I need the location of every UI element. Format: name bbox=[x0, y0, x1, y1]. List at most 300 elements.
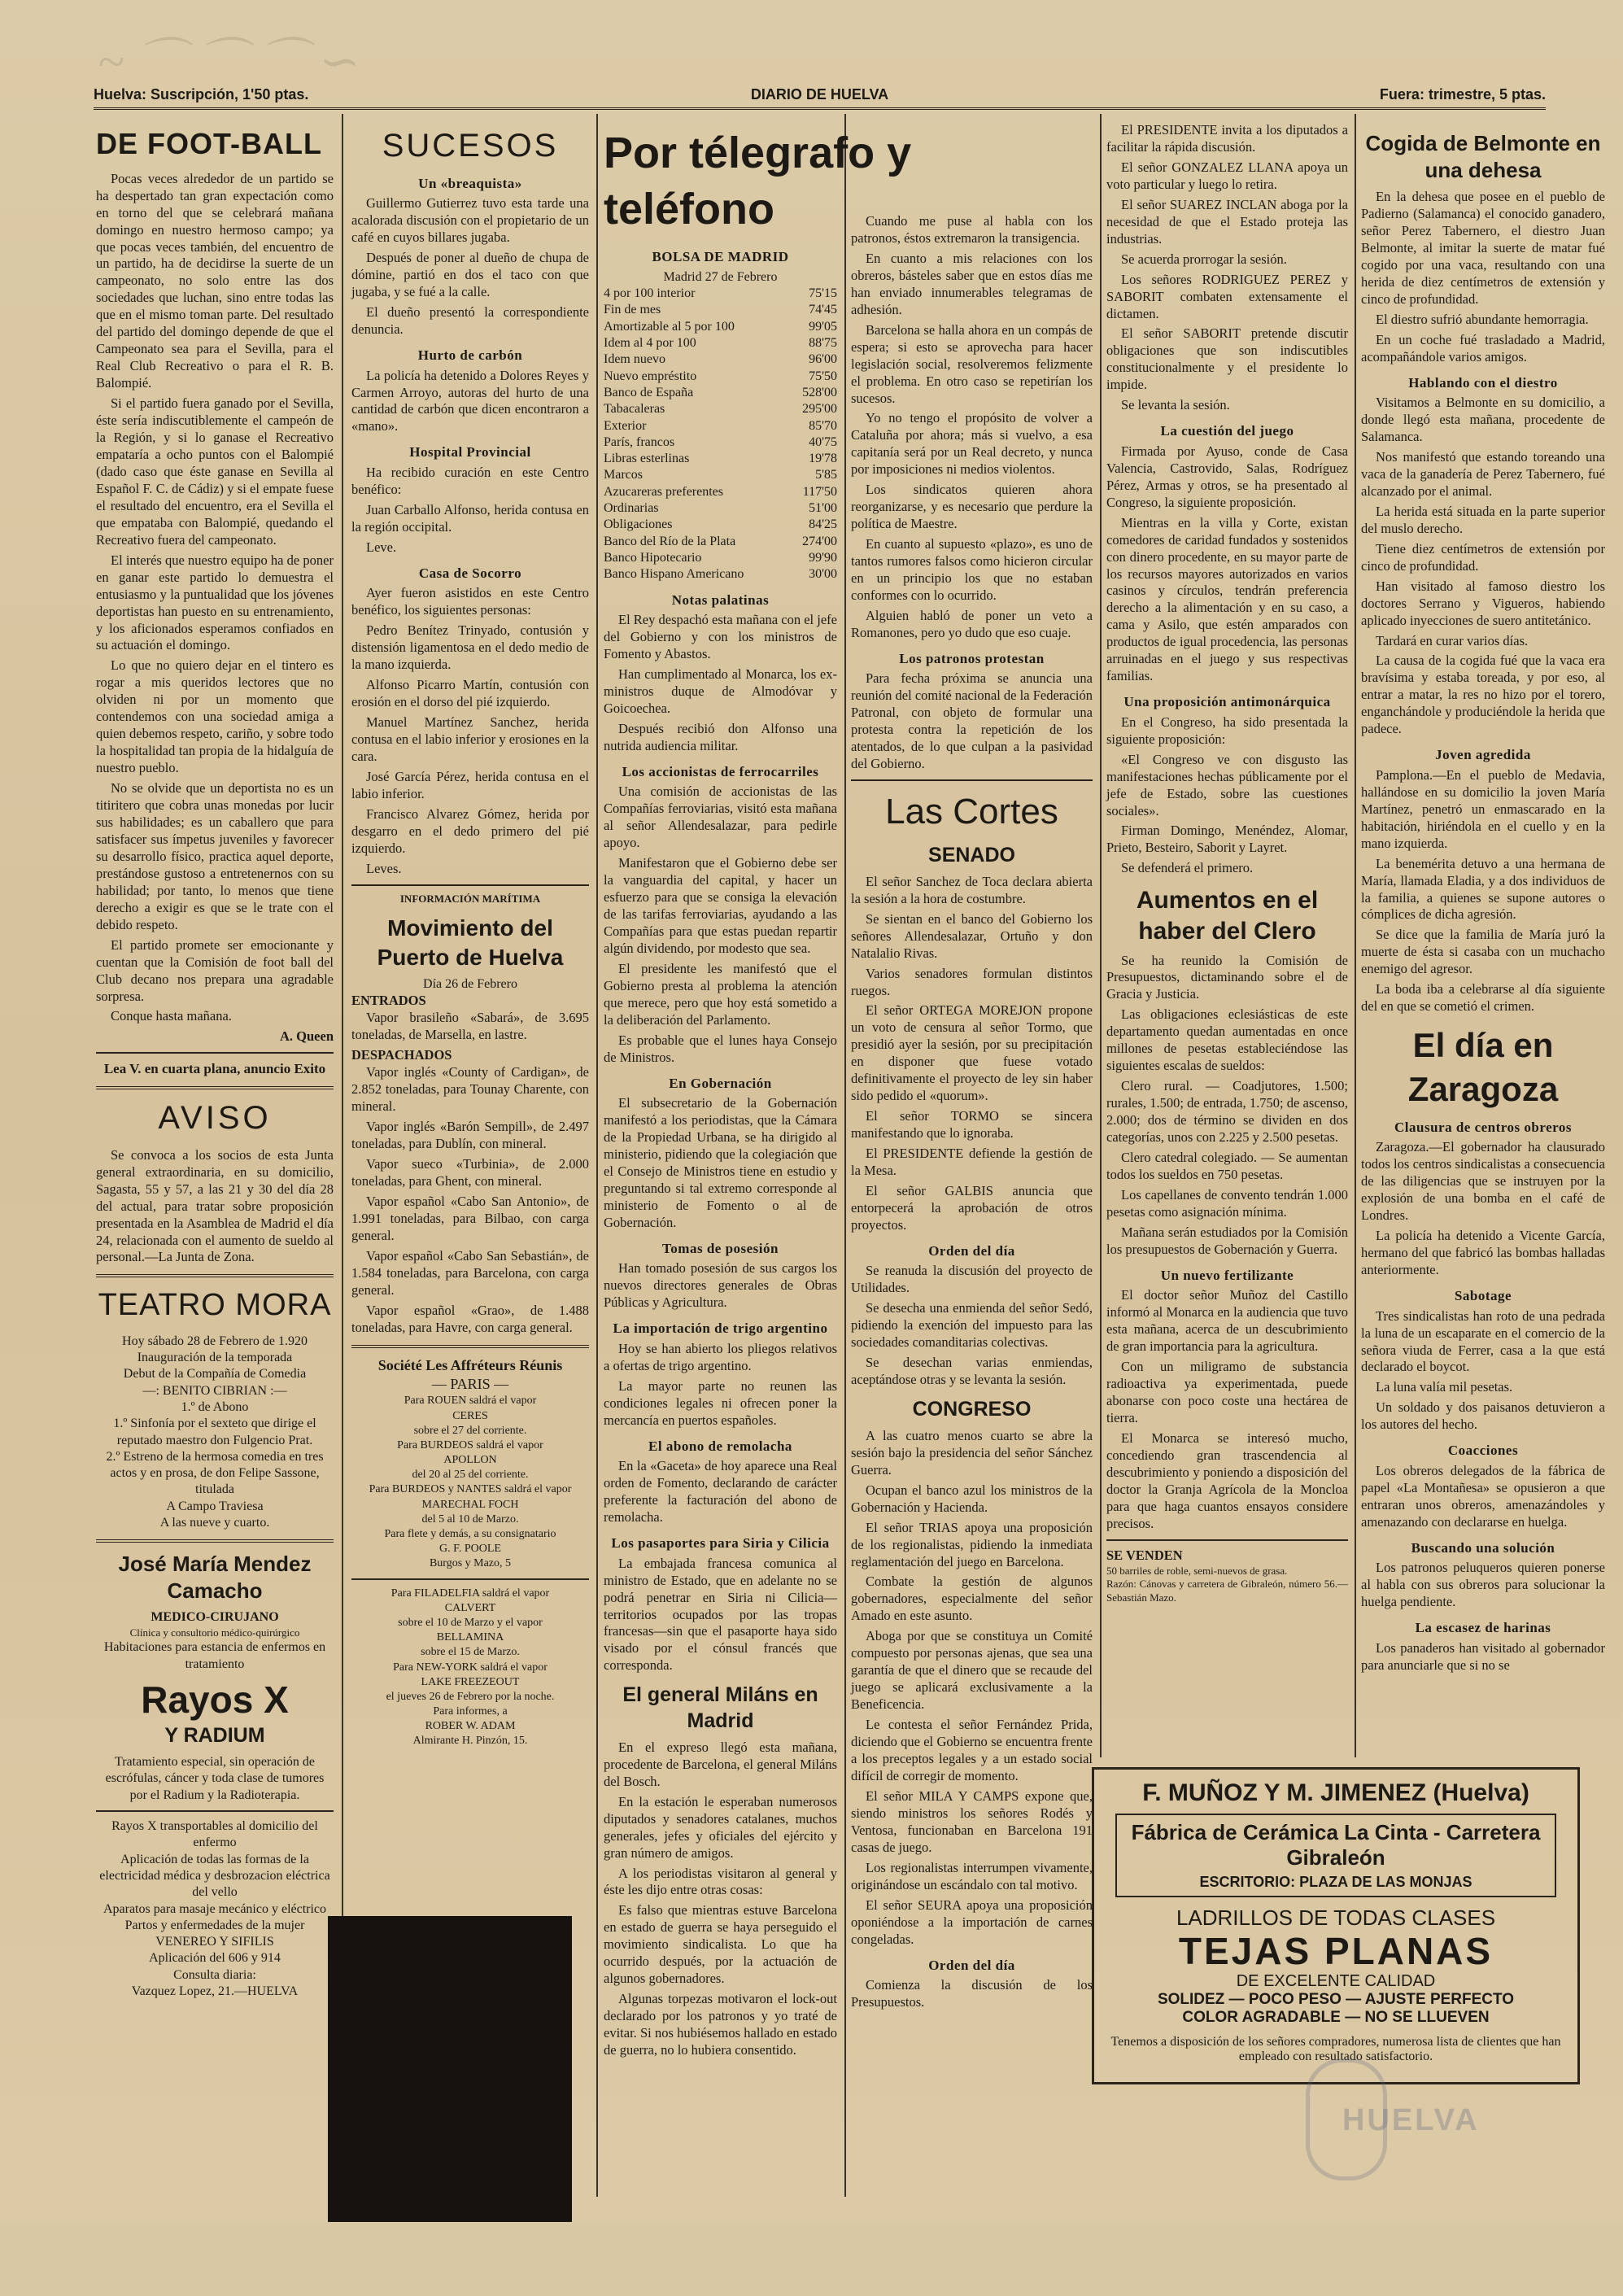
text-line: El Monarca se interesó mucho, concediendo gran trascendencia al descubrimiento y poniendo a disposición del doctor la Granja Agrícola de la Moncloa para que haga cuantos ensayos considere precisos. bbox=[1106, 1430, 1348, 1531]
text-line: Pedro Benítez Trinyado, contusión y distensión ligamentosa en el dedo medio de la mano izquierda. bbox=[351, 622, 589, 673]
text-line: El presidente les manifestó que el Gobierno presta al problema la atención que merece, pero que hoy está sometido a la deliberación del Parlamento. bbox=[604, 960, 837, 1028]
ad-factory-box bbox=[1115, 1814, 1556, 1897]
text-line: Se desechan varias enmiendas, aceptándose otras y se levanta la sesión. bbox=[851, 1355, 1093, 1388]
text-line: El diestro sufrió abundante hemorragia. bbox=[1376, 311, 1589, 327]
text-line: G. F. POOLE bbox=[439, 1543, 501, 1556]
teatro-program bbox=[96, 1334, 334, 1532]
text-line: CERES bbox=[452, 1409, 488, 1422]
bolsa-row bbox=[604, 385, 837, 401]
text-line: Para BURDEOS y NANTES saldrá el vapor bbox=[369, 1483, 572, 1496]
text-line: Para FILADELFIA saldrá el vapor bbox=[390, 1587, 550, 1600]
ad-factory: Fábrica de Cerámica La Cinta - Carretera Gibraleón bbox=[1131, 1820, 1541, 1870]
text-line: Vapor español «Cabo San Sebastián», de 1.584 toneladas, para Barcelona, con carga general. bbox=[351, 1247, 589, 1298]
bolsa-label: Azucareras preferentes bbox=[604, 484, 724, 499]
text-line: Algunas torpezas motivaron el lock-out declarado por los patronos y yo traté de evitar. Si nos hubiésemos hallado en estado de guerra, no lo hubiera consentido. bbox=[604, 1991, 837, 2058]
posesion-head: Tomas de posesión bbox=[662, 1240, 779, 1256]
ad-footer: Tenemos a disposición de los señores compradores, numerosa lista de clientes que han empleado con resultado satisfactorio. bbox=[1110, 2034, 1561, 2063]
masthead-title: DIARIO DE HUELVA bbox=[750, 86, 889, 103]
text-line: El señor GALBIS anuncia que entorpecerá la aprobación de otros proyectos. bbox=[851, 1183, 1093, 1233]
bolsa-label: Banco Hispano Americano bbox=[604, 567, 744, 582]
text-line: «El Congreso ve con disgusto las manifestaciones hechas públicamente por el jefe de Estado, sobre las cuestiones sociales». bbox=[1106, 751, 1348, 818]
bolsa-row bbox=[604, 517, 837, 533]
sucesos-subhead-4: Casa de Socorro bbox=[418, 565, 522, 581]
column-2 bbox=[351, 122, 589, 1912]
text-line: Para informes, a bbox=[433, 1705, 508, 1718]
text-line: Los capellanes de convento tendrán 1.000 pesetas como asignación mínima. bbox=[1106, 1186, 1348, 1220]
gob-text bbox=[604, 1095, 837, 1232]
text-line: Se ha reunido la Comisión de Presupuestos, dictaminando sobre el de Gracia y Justicia. bbox=[1106, 952, 1348, 1002]
text-line: Vapor español «Grao», de 1.488 toneladas, para Havre, con carga general. bbox=[351, 1302, 589, 1335]
sucesos-item-1 bbox=[351, 195, 589, 338]
text-line: Aparatos para masaje mecánico y eléctrico bbox=[103, 1901, 327, 1916]
orden2-text bbox=[851, 1977, 1093, 2011]
orden-head: Orden del día bbox=[928, 1242, 1015, 1259]
patronos-text bbox=[851, 670, 1093, 773]
text-line: Burgos y Mazo, 5 bbox=[429, 1557, 512, 1570]
bolsa-date: Madrid 27 de Febrero bbox=[663, 269, 778, 284]
bolsa-value: 75'50 bbox=[809, 369, 837, 383]
bolsa-label: Banco de España bbox=[604, 385, 694, 399]
ad-line4: SOLIDEZ — POCO PESO — AJUSTE PERFECTO bbox=[1157, 1990, 1515, 2008]
rayos-details bbox=[96, 1818, 334, 2000]
text-line: Mientras en la villa y Corte, existan comedores de caridad fundados y sostenidos con dinero procedente, en su mayor parte de los recursos mayores autorizados en varios casinos y círculos, tendrán preferencia derecho a la alimentación y en su caso, a cama y Asilo, que estén amparados con productos de igual procedencia, las personas arruinadas en el juego y sus respectivas familias. bbox=[1106, 514, 1348, 684]
text-line: Lo que no quiero dejar en el tintero es rogar a mis queridos lectores que no olviden ni por un momento que contendemos con una sociedad amiga a quien debemos respeto, cariño, y sobre todo la hospitalidad tan propia de la hidalguía de nuestro pueblo. bbox=[96, 657, 334, 776]
bolsa-row bbox=[604, 369, 837, 385]
bolsa-label: Banco del Río de la Plata bbox=[604, 534, 736, 548]
text-line: Vapor inglés «County of Cardigan», de 2.852 toneladas, para Tounay Charente, con mineral. bbox=[351, 1064, 589, 1115]
venden-head: SE VENDEN bbox=[1106, 1547, 1183, 1563]
venden-text: 50 barriles de roble, semi-nuevos de grasa. bbox=[1106, 1564, 1288, 1577]
bolsa-row bbox=[604, 550, 837, 566]
text-line: Han tomado posesión de sus cargos los nuevos directores generales de Obras Públicas y Agricultura. bbox=[604, 1260, 837, 1311]
column-3 bbox=[604, 122, 912, 2205]
text-line: Almirante H. Pinzón, 15. bbox=[412, 1735, 528, 1748]
text-line: Para NEW-YORK saldrá el vapor bbox=[393, 1661, 548, 1674]
bolsa-value: 96'00 bbox=[809, 352, 837, 367]
text-line: Comienza la discusión de los Presupuestos. bbox=[851, 1977, 1093, 2010]
text-line: Ocupan el banco azul los ministros de la Gobernación y Hacienda. bbox=[851, 1482, 1093, 1515]
text-line: La luna valía mil pesetas. bbox=[1376, 1379, 1513, 1395]
football-article bbox=[96, 171, 334, 1026]
text-line: 1.º de Abono bbox=[181, 1399, 249, 1414]
doctor-clinic: Clínica y consultorio médico-quirúrgico bbox=[129, 1626, 300, 1639]
text-line: Leve. bbox=[366, 539, 397, 555]
text-line: Se sientan en el banco del Gobierno los señores Allendesalazar, Ortuño y don Natalalio Rivas. bbox=[851, 910, 1093, 961]
text-line: El dueño presentó la correspondiente denuncia. bbox=[351, 304, 589, 338]
text-line: Han cumplimentado al Monarca, los ex-ministros duque de Almodóvar y Goicoechea. bbox=[604, 666, 837, 717]
text-line: Vapor español «Cabo San Antonio», de 1.991 toneladas, para Bilbao, con carga general. bbox=[351, 1193, 589, 1243]
text-line: El señor TORMO se sincera manifestando que lo ignoraba. bbox=[851, 1108, 1093, 1141]
bolsa-value: 88'75 bbox=[809, 335, 837, 350]
text-line: José García Pérez, herida contusa en el labio inferior. bbox=[351, 768, 589, 801]
column-6 bbox=[1361, 122, 1605, 1757]
text-line: Vapor sueco «Turbinia», de 2.000 toneladas, para Ghent, con mineral. bbox=[351, 1156, 589, 1189]
doctor-rooms: Habitaciones para estancia de enfermos en tratamiento bbox=[103, 1640, 326, 1671]
entradas-label: ENTRADOS bbox=[351, 993, 426, 1009]
solucion-text bbox=[1361, 1560, 1605, 1611]
text-line: sobre el 27 del corriente. bbox=[413, 1424, 527, 1437]
orden2-head: Orden del día bbox=[928, 1957, 1015, 1973]
venden-address: Razón: Cánovas y carretera de Gibraleón, número 56.—Sebastián Mazo. bbox=[1106, 1578, 1348, 1604]
sucesos-item-2 bbox=[351, 368, 589, 436]
text-line: El señor SABORIT pretende discutir obligaciones que son indiscutibles constitucionalmente y el presidente lo impide. bbox=[1106, 325, 1348, 393]
text-line: En cuanto a mis relaciones con los obreros, básteles saber que en estos días me han enviado innumerables telegramas de adhesión. bbox=[851, 250, 1093, 317]
text-line: El Rey despachó esta mañana con el jefe del Gobierno y con los ministros de Fomento y Abastos. bbox=[604, 612, 837, 662]
bolsa-value: 117'50 bbox=[802, 484, 837, 499]
text-line: Los regionalistas interrumpen vivamente, originándose un escándalo con tal motivo. bbox=[851, 1859, 1093, 1892]
ferro-text bbox=[604, 784, 837, 1066]
text-line: Se defenderá el primero. bbox=[1121, 860, 1254, 876]
bolsa-label: París, francos bbox=[604, 434, 675, 449]
text-line: En el Congreso, ha sido presentada la siguiente proposición: bbox=[1106, 714, 1348, 747]
text-line: Hoy se han abierto los pliegos relativos a ofertas de trigo argentino. bbox=[604, 1340, 837, 1373]
text-line: Guillermo Gutierrez tuvo esta tarde una acalorada discusión con el propietario de un café en cuyos billares jugaba. bbox=[351, 195, 589, 246]
diestro-head: Hablando con el diestro bbox=[1408, 374, 1558, 391]
text-line: Se desecha una enmienda del señor Sedó, pidiendo la exención del impuesto para las sociedades comanditarias colectivas. bbox=[851, 1300, 1093, 1351]
bolsa-value: 295'00 bbox=[802, 402, 837, 417]
text-line: —: BENITO CIBRIAN :— bbox=[142, 1383, 287, 1398]
bolsa-label: Nuevo empréstito bbox=[604, 369, 697, 383]
bolsa-value: 84'25 bbox=[809, 517, 837, 532]
text-line: El señor Sanchez de Toca declara abierta la sesión a la hora de costumbre. bbox=[851, 873, 1093, 906]
bolsa-label: Tabacaleras bbox=[604, 402, 665, 417]
aviso-text: Se convoca a los socios de esta Junta general extraordinaria, en su domicilio, Sagasta, 55 y 57, a las 21 y 30 del día 28 del actual, para tratar sobre proposición presentada en la Asamblea de Madrid el día 24, relacionada con el aumento de sueldo al personal.—La Junta de Zona. bbox=[96, 1146, 334, 1265]
redaction-block bbox=[328, 1916, 572, 2222]
bolsa-label: Libras esterlinas bbox=[604, 452, 690, 466]
fert-head: Un nuevo fertilizante bbox=[1160, 1267, 1294, 1283]
divider bbox=[351, 1345, 589, 1348]
antimon-text bbox=[1106, 714, 1348, 878]
text-line: Se levanta la sesión. bbox=[1121, 397, 1230, 413]
handwritten-marks: ~ ⌒ ⌒ ⌒ ∽ bbox=[98, 35, 360, 89]
text-line: El señor SUAREZ INCLAN aboga por la necesidad de que el Estado proteja las industrias. bbox=[1106, 196, 1348, 247]
text-line: No se olvide que un deportista no es un titiritero que cobra unas monedas por lucir sus habilidades; es un caballero que para satisfacer sus ímpetus juveniles y favorecer su desarrollo físico, practica aquel deporte, prestándose gustoso a entretenernos con su habilidad; por tanto, lo menos que tiene derecho a exigir es que se le trate con el debido respeto. bbox=[96, 780, 334, 932]
text-line: Leves. bbox=[366, 860, 402, 876]
sabotage-text bbox=[1361, 1308, 1605, 1434]
bolsa-row bbox=[604, 566, 837, 583]
ceramica-advertisement bbox=[1092, 1767, 1580, 2084]
bolsa-row bbox=[604, 302, 837, 318]
text-line: Alguien habló de poner un veto a Romanones, pero yo dudo que eso cuaje. bbox=[851, 607, 1093, 640]
text-line: Las obligaciones eclesiásticas de este departamento quedan aumentadas en once millones de pesetas estableciéndose las siguientes escalas de sueldos: bbox=[1106, 1006, 1348, 1074]
bolsa-label: Exterior bbox=[604, 418, 647, 433]
text-line: Para flete y demás, a su consignatario bbox=[384, 1528, 556, 1541]
text-line: Para ROUEN saldrá el vapor bbox=[404, 1395, 537, 1408]
bolsa-label: Marcos bbox=[604, 468, 643, 482]
text-line: Se acuerda prorrogar la sesión. bbox=[1121, 251, 1287, 267]
text-line: Mañana serán estudiados por la Comisión los presupuestos de Gobernación y Guerra. bbox=[1106, 1224, 1348, 1257]
maritime-label: INFORMACIÓN MARÍTIMA bbox=[399, 892, 541, 905]
doctor-name: José María Mendez Camacho bbox=[118, 1552, 312, 1604]
text-line: A los periodistas visitaron al general y éste les dijo entre otras cosas: bbox=[604, 1865, 837, 1898]
text-line: LAKE FREEZEOUT bbox=[421, 1675, 520, 1688]
masthead bbox=[94, 85, 1546, 110]
ad-line1: LADRILLOS DE TODAS CLASES bbox=[1176, 1905, 1496, 1930]
text-line: El PRESIDENTE invita a los diputados a facilitar la rápida discusión. bbox=[1106, 122, 1348, 155]
text-line: 1.º Sinfonía por el sexteto que dirige el reputado maestro don Fulgencio Prat. bbox=[113, 1416, 316, 1447]
text-line: Conque hasta mañana. bbox=[111, 1008, 232, 1024]
text-line: CALVERT bbox=[444, 1601, 496, 1614]
bolsa-value: 274'00 bbox=[802, 534, 837, 548]
text-line: Nos manifestó que estando toreando una vaca de la ganadería de Perez Tabernero, fué alcanzado por el animal. bbox=[1361, 449, 1605, 499]
clero-headline: Aumentos en el haber del Clero bbox=[1136, 887, 1319, 945]
shipping-company: Société Les Affréteurs Réunis bbox=[377, 1356, 563, 1373]
text-line: Alfonso Picarro Martín, contusión con erosión en el dorso del pié izquierdo. bbox=[351, 677, 589, 710]
sucesos-item-4 bbox=[351, 585, 589, 877]
bolsa-row bbox=[604, 319, 837, 335]
palatinas-head: Notas palatinas bbox=[671, 591, 770, 608]
pasaportes-head: Los pasaportes para Siria y Cilicia bbox=[611, 1535, 830, 1552]
text-line: sobre el 10 de Marzo y el vapor bbox=[398, 1616, 543, 1629]
text-line: Tardará en curar varios días. bbox=[1376, 632, 1529, 648]
text-line: La policía ha detenido a Dolores Reyes y Carmen Arroyo, autoras del hurto de una cantidad de carbón que dicen encontraron a «mano». bbox=[351, 367, 589, 434]
ad-office: ESCRITORIO: PLAZA DE LAS MONJAS bbox=[1199, 1874, 1472, 1890]
entradas-list bbox=[351, 1010, 589, 1044]
text-line: Es probable que el lunes haya Consejo de Ministros. bbox=[604, 1032, 837, 1065]
text-line: del 20 al 25 del corriente. bbox=[412, 1469, 529, 1482]
column-rule bbox=[342, 114, 343, 2197]
remolacha-head: El abono de remolacha bbox=[648, 1438, 792, 1454]
clausura-text bbox=[1361, 1139, 1605, 1279]
text-line: Firmada por Ayuso, conde de Casa Valencia, Castrovido, Salas, Rodríguez Pérez, Armas y otros, se ha presentado al Congreso, la siguiente proposición. bbox=[1106, 443, 1348, 510]
text-line: APOLLON bbox=[443, 1454, 497, 1467]
sucesos-headline: SUCESOS bbox=[382, 128, 559, 164]
bolsa-row bbox=[604, 484, 837, 500]
text-line: BELLAMINA bbox=[436, 1631, 504, 1644]
patronos-head: Los patronos protestan bbox=[899, 650, 1045, 666]
cogida-headline: Cogida de Belmonte en una dehesa bbox=[1365, 131, 1601, 183]
text-line: El señor GONZALEZ LLANA apoya un voto particular y luego lo retira. bbox=[1106, 159, 1348, 192]
palatinas-text bbox=[604, 612, 837, 755]
despachados-list bbox=[351, 1064, 589, 1336]
remolacha-text bbox=[604, 1458, 837, 1526]
clero-text bbox=[1106, 953, 1348, 1259]
bolsa-row bbox=[604, 434, 837, 451]
milans-continued bbox=[851, 213, 1093, 642]
text-line: Visitamos a Belmonte en su domicilio, a donde llegó esta mañana, procedente de Salamanca. bbox=[1361, 395, 1605, 445]
bolsa-value: 19'78 bbox=[809, 452, 837, 466]
solucion-head: Buscando una solución bbox=[1411, 1539, 1555, 1556]
ad-line5: COLOR AGRADABLE — NO SE LLUEVEN bbox=[1182, 2008, 1490, 2026]
text-line: La benemérita detuvo a una hermana de María, llamada Eladia, y a dos individuos de la familia, a quienes se supone autores o cómplices de dicha agresión. bbox=[1361, 855, 1605, 923]
text-line: Yo no tengo el propósito de volver a Cataluña por ahora; más si vuelvo, a esa capitanía será por un Real decreto, y nunca por imposiciones ni medios violentos. bbox=[851, 410, 1093, 478]
text-line: Hoy sábado 28 de Febrero de 1.920 bbox=[122, 1334, 308, 1348]
text-line: Varios senadores formulan distintos ruegos. bbox=[851, 965, 1093, 998]
text-line: Partos y enfermedades de la mujer bbox=[124, 1918, 305, 1932]
text-line: Los panaderos han visitado al gobernador para anunciarle que si no se bbox=[1361, 1639, 1605, 1673]
text-line: VENEREO Y SIFILIS bbox=[155, 1935, 274, 1949]
divider bbox=[96, 1086, 334, 1089]
text-line: A las cuatro menos cuarto se abre la sesión bajo la presidencia del señor Sánchez Guerra. bbox=[851, 1427, 1093, 1478]
clausura-head: Clausura de centros obreros bbox=[1394, 1119, 1572, 1135]
text-line: La herida está situada en la parte superior del muslo derecho. bbox=[1361, 503, 1605, 536]
bolsa-row bbox=[604, 401, 837, 417]
text-line: Una comisión de accionistas de las Compañías ferroviarias, visitó esta mañana al señor Allendesalazar, para pedirle apoyo. bbox=[604, 784, 837, 851]
bolsa-label: Amortizable al 5 por 100 bbox=[604, 319, 735, 334]
archive-stamp-text: HUELVA bbox=[1342, 2103, 1480, 2137]
text-line: El doctor señor Muñoz del Castillo informó al Monarca en la audiencia que tuvo esta mañana, acerca de un descubrimiento de gran importancia para la agricultura. bbox=[1106, 1287, 1348, 1355]
text-line: el jueves 26 de Febrero por la noche. bbox=[386, 1690, 555, 1703]
antimon-head: Una proposición antimonárquica bbox=[1123, 694, 1331, 710]
text-line: Los sindicatos quieren ahora reorganizarse, y es necesario que perdure la política de Maestre. bbox=[851, 482, 1093, 532]
text-line: Inauguración de la temporada bbox=[137, 1350, 293, 1364]
column-4 bbox=[851, 213, 1093, 2296]
teatro-headline: TEATRO MORA bbox=[98, 1288, 332, 1323]
text-line: Clero rural. — Coadjutores, 1.500; rurales, 1.500; de entrada, 1.750; de ascenso, 2.000; dos de término se dividen en dos categorías, unos con 2.225 y 2.500 pesetas. bbox=[1106, 1078, 1348, 1146]
bolsa-label: Obligaciones bbox=[604, 517, 673, 532]
text-line: Es falso que mientras estuve Barcelona en estado de guerra se haya perseguido el movimiento sindicalista. Lo que ha ocurrido después, por la actuación de algunos gobernadores. bbox=[604, 1902, 837, 1987]
text-line: En la estación le esperaban numerosos diputados y senadores catalanes, muchos generales, jefes y oficiales del ejército y gran número de amigos. bbox=[604, 1793, 837, 1861]
text-line: Manuel Martínez Sanchez, herida contusa en el labio inferior y erosiones en la cara. bbox=[351, 714, 589, 764]
bolsa-value: 5'85 bbox=[815, 468, 837, 482]
port-headline: Movimiento del Puerto de Huelva bbox=[377, 915, 564, 970]
football-signature: A. Queen bbox=[280, 1028, 334, 1045]
cortes-headline: Las Cortes bbox=[885, 792, 1058, 832]
joven-text bbox=[1361, 767, 1605, 1015]
divider bbox=[96, 1539, 334, 1543]
text-line: El señor MILA Y CAMPS expone que, siendo ministros los señores Rodés y Ventosa, funcionaban en Barcelona 191 casas de juego. bbox=[851, 1787, 1093, 1855]
bolsa-row bbox=[604, 451, 837, 467]
orden-text bbox=[851, 1263, 1093, 1389]
text-line: El señor SEURA apoya una proposición oponiéndose a la importación de carnes congeladas. bbox=[851, 1897, 1093, 1947]
text-line: El partido promete ser emocionante y cuentan que la Comisión de foot ball del Club decano nos prepara una agradable sorpresa. bbox=[96, 936, 334, 1004]
bolsa-row bbox=[604, 335, 837, 351]
text-line: ROBER W. ADAM bbox=[425, 1720, 516, 1733]
shipping-city: — PARIS — bbox=[431, 1375, 509, 1392]
text-line: Zaragoza.—El gobernador ha clausurado todos los centros sindicalistas a consecuencia de las diligencias que se instruyen por la explosión de una bomba en el café de Londres. bbox=[1361, 1139, 1605, 1224]
text-line: Aplicación del 606 y 914 bbox=[149, 1951, 281, 1966]
sucesos-item-3 bbox=[351, 465, 589, 557]
sucesos-subhead-1: Un «breaquista» bbox=[418, 175, 522, 191]
text-line: Pocas veces alrededor de un partido se ha despertado tan gran expectación como en torno del que se celebrará mañana domingo en nuestro hermoso campo; ya que pocas veces también, del encuentro de un partido, ha de decidirse la suerte de un campeonato, no solo entre las dos sociedades que luchan, sino entre todas las que en el mismo toman parte. Del resultado del partido del domingo depende de que el Campeonato sea para el Sevilla, para el Real Club Recreativo o para el R. B. Balompié. bbox=[96, 170, 334, 391]
text-line: Consulta diaria: bbox=[173, 1967, 256, 1982]
bolsa-value: 528'00 bbox=[802, 385, 837, 399]
text-line: La mayor parte no reunen las condiciones legales ni ofrecen poner la mercancía en puertos españoles. bbox=[604, 1377, 837, 1428]
diestro-text bbox=[1361, 395, 1605, 738]
divider bbox=[351, 1578, 589, 1580]
text-line: En un coche fué trasladado a Madrid, acompañándole varios amigos. bbox=[1361, 331, 1605, 364]
senado-text bbox=[851, 874, 1093, 1234]
cogida-text bbox=[1361, 189, 1605, 366]
bolsa-label: Idem nuevo bbox=[604, 352, 665, 367]
rayos-treatment: Tratamiento especial, sin operación de escrófulas, cáncer y toda clase de tumores por el Radium y la Radioterapia. bbox=[105, 1755, 325, 1802]
congreso-continued bbox=[1106, 122, 1348, 414]
bolsa-value: 75'15 bbox=[809, 286, 837, 301]
harinas-text bbox=[1361, 1640, 1605, 1674]
text-line: El señor ORTEGA MOREJON propone un voto de censura al señor Tormo, que presidió ayer la sesión, por su precipitación en disponer que fuese votado definitivamente el proyecto de ley sin haber sido pedido el «quorum». bbox=[851, 1002, 1093, 1104]
bolsa-value: 30'00 bbox=[809, 567, 837, 582]
text-line: Cuando me puse al habla con los patronos, éstos extremaron la transigencia. bbox=[851, 213, 1093, 246]
text-line: Pamplona.—En el pueblo de Medavia, hallándose en su domicilio la joven María Martínez, penetró un enmascarado en la habitación, hiriéndola en el cuello y en la mano izquierda. bbox=[1361, 766, 1605, 851]
text-line: Barcelona se halla ahora en un compás de espera; si esto se aprovecha para hacer legislación social, resolveremos felizmente el problema. En otro caso se repetirían los sucesos. bbox=[851, 321, 1093, 406]
column-5 bbox=[1106, 122, 1348, 1757]
zaragoza-headline: El día en Zaragoza bbox=[1407, 1026, 1559, 1108]
bolsa-row bbox=[604, 500, 837, 517]
text-line: Rayos X transportables al domicilio del enfermo bbox=[111, 1818, 318, 1850]
text-line: En cuanto al supuesto «plazo», es uno de tantos rumores falsos como hicieron circular en un principio los que no estaban conformes con lo ocurrido. bbox=[851, 536, 1093, 604]
bolsa-row bbox=[604, 418, 837, 434]
column-rule bbox=[596, 114, 598, 2197]
text-line: Vapor inglés «Barón Sempill», de 2.497 toneladas, para Dublín, con mineral. bbox=[351, 1119, 589, 1152]
congreso-text bbox=[851, 1428, 1093, 1949]
text-line: Le contesta el señor Fernández Prida, diciendo que el Gobierno se encuentra frente a los preceptos legales y a un estado social difícil de corregir de momento. bbox=[851, 1717, 1093, 1783]
bolsa-value: 99'90 bbox=[809, 551, 837, 565]
bolsa-label: 4 por 100 interior bbox=[604, 286, 696, 301]
telegrafo-headline: Por télegrafo y teléfono bbox=[604, 129, 912, 234]
anuncio-notice: Lea V. en cuarta plana, anuncio Exito bbox=[103, 1061, 326, 1077]
milans-text bbox=[604, 1739, 837, 2059]
text-line: Vapor brasileño «Sabará», de 3.695 toneladas, de Marsella, en lastre. bbox=[351, 1010, 589, 1043]
ad-line2: TEJAS PLANAS bbox=[1178, 1930, 1494, 1972]
sucesos-subhead-2: Hurto de carbón bbox=[417, 347, 523, 363]
rayos-headline: Rayos X bbox=[141, 1678, 289, 1721]
bolsa-label: Banco Hipotecario bbox=[604, 551, 702, 565]
text-line: La embajada francesa comunica al ministro de Estado, que en adelante no se podrá penetrar en Siria ni Cilicia—territorios ocupados por las tropas francesas—sin que el pasaporte haya sido visado por el cónsul francés que corresponda. bbox=[604, 1555, 837, 1674]
harinas-head: La escasez de harinas bbox=[1415, 1620, 1551, 1636]
bolsa-headline: BOLSA DE MADRID bbox=[652, 249, 789, 265]
text-line: Se reanuda la discusión del proyecto de Utilidades. bbox=[851, 1263, 1093, 1296]
text-line: sobre el 15 de Marzo. bbox=[421, 1646, 520, 1659]
text-line: Vazquez Lopez, 21.—HUELVA bbox=[131, 1984, 299, 1999]
text-line: Para fecha próxima se anuncia una reunión del comité nacional de la Federación Patronal, con objeto de formular una protesta contra la repetición de los atentados, de lo que culpan a la pasividad del Gobierno. bbox=[851, 670, 1093, 772]
shipping-schedule-2 bbox=[351, 1587, 589, 1749]
divider bbox=[96, 1052, 334, 1054]
divider bbox=[851, 779, 1093, 781]
bolsa-value: 99'05 bbox=[809, 319, 837, 334]
aviso-headline: AVISO bbox=[158, 1099, 272, 1136]
bolsa-value: 51'00 bbox=[809, 501, 837, 516]
text-line: Los señores RODRIGUEZ PEREZ y SABORIT combaten extensamente el dictamen. bbox=[1106, 271, 1348, 321]
text-line: A las nueve y cuarto. bbox=[159, 1516, 270, 1530]
divider bbox=[96, 1810, 334, 1812]
pasaportes-text bbox=[604, 1556, 837, 1675]
ferro-head: Los accionistas de ferrocarriles bbox=[622, 763, 819, 779]
juego-head: La cuestión del juego bbox=[1160, 423, 1294, 439]
coacciones-text bbox=[1361, 1463, 1605, 1531]
text-line: Después recibió don Alfonso una nutrida audiencia militar. bbox=[604, 720, 837, 753]
bolsa-value: 85'70 bbox=[809, 418, 837, 433]
column-rule bbox=[844, 114, 846, 2197]
ad-line3: DE EXCELENTE CALIDAD bbox=[1236, 1971, 1436, 1990]
ad-owners: F. MUÑOZ Y M. JIMENEZ (Huelva) bbox=[1142, 1779, 1529, 1806]
fert-text bbox=[1106, 1287, 1348, 1532]
bolsa-label: Idem al 4 por 100 bbox=[604, 335, 696, 350]
text-line: Para BURDEOS saldrá el vapor bbox=[397, 1438, 543, 1451]
port-date: Día 26 de Febrero bbox=[423, 977, 517, 992]
text-line: 2.º Estreno de la hermosa comedia en tres actos y en prosa, de don Felipe Sassone, titulada bbox=[106, 1449, 324, 1497]
text-line: El señor TRIAS apoya una proposición de los regionalistas, pidiendo la inmediata reglamentación del juego en Barcelona. bbox=[851, 1519, 1093, 1569]
column-rule bbox=[1100, 114, 1102, 1757]
trigo-head: La importación de trigo argentino bbox=[613, 1320, 828, 1337]
text-line: Aboga por que se constituya un Comité compuesto por personas ajenas, que sea una garantía de que el dinero que se recaude del juego se aplicará exclusivamente a la Beneficencia. bbox=[851, 1628, 1093, 1713]
text-line: Los obreros delegados de la fábrica de papel «La Montañesa» se opusieron a que entraran unos obreros, amenazándoles y amenazando con declararse en huelga. bbox=[1361, 1462, 1605, 1530]
despachados-label: DESPACHADOS bbox=[351, 1047, 452, 1063]
text-line: En la «Gaceta» de hoy aparece una Real orden de Fomento, declarando de carácter preferente la facturación del abono de remolacha. bbox=[604, 1458, 837, 1526]
text-line: Combate la gestión de algunos gobernadores, especialmente del señor Amado en este asunto. bbox=[851, 1574, 1093, 1624]
text-line: En la dehesa que posee en el pueblo de Padierno (Salamanca) el conocido ganadero, señor Perez Tabernero, el diestro Juan Belmonte, al imitar la suerte de matar fué cogido por una vaca, resultando con una herida de diez centímetros de extensión y cinco de profundidad. bbox=[1361, 189, 1605, 307]
sabotage-head: Sabotage bbox=[1454, 1288, 1512, 1304]
text-line: Tiene diez centímetros de extensión por cinco de profundidad. bbox=[1361, 540, 1605, 574]
radium-headline: Y RADIUM bbox=[164, 1724, 265, 1748]
juego-text bbox=[1106, 443, 1348, 685]
text-line: Clero catedral colegiado. — Se aumentan todos los sueldos en 750 pesetas. bbox=[1106, 1150, 1348, 1182]
text-line: Ha recibido curación en este Centro benéfico: bbox=[351, 464, 589, 497]
text-line: La causa de la cogida fué que la vaca era bravísima y estaba toreada, y por eso, al entrar a matar, la res no hizo por el torero, enganchándole y produciéndole la herida que padece. bbox=[1361, 653, 1605, 737]
bolsa-value: 74'45 bbox=[809, 303, 837, 317]
bolsa-table bbox=[604, 286, 837, 583]
bolsa-label: Ordinarias bbox=[604, 501, 659, 516]
text-line: MARECHAL FOCH bbox=[421, 1498, 519, 1511]
